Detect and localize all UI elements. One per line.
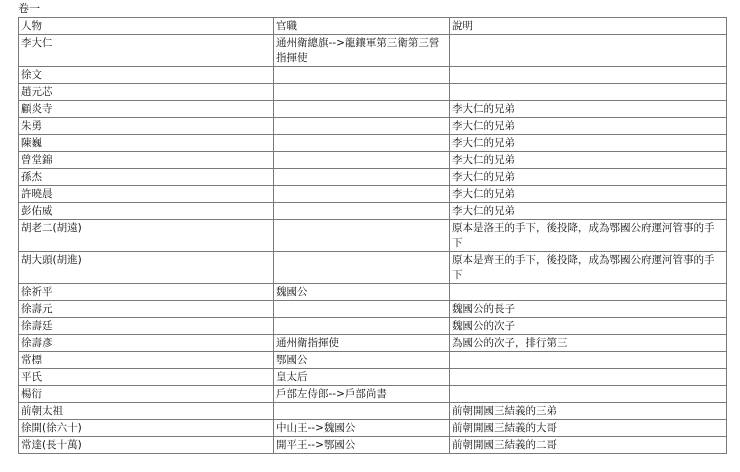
header-character: 人物 [19, 18, 274, 35]
cell-official-title: 通州衛指揮使 [274, 335, 450, 352]
cell-character: 曾堂錦 [19, 152, 274, 169]
cell-official-title: 通州衛總旗-->龍鑲軍第三衛第三營指揮使 [274, 35, 450, 67]
cell-official-title: 鄂國公 [274, 352, 450, 369]
cell-description: 李大仁的兄弟 [450, 152, 727, 169]
document-caption: 卷一 [18, 2, 40, 15]
table-row [19, 352, 727, 369]
cell-official-title: 皇太后 [274, 369, 450, 386]
cell-character: 朱勇 [19, 118, 274, 135]
table-row [19, 301, 727, 318]
cell-official-title [274, 152, 450, 169]
cell-description [450, 386, 727, 403]
cell-description: 李大仁的兄弟 [450, 203, 727, 220]
cell-character: 徐壽彥 [19, 335, 274, 352]
cell-official-title [274, 318, 450, 335]
cell-character: 徐開(徐六十) [19, 420, 274, 437]
cell-character: 常標 [19, 352, 274, 369]
cell-official-title [274, 403, 450, 420]
cell-description: 前朝開國三結義的二哥 [450, 437, 727, 454]
cell-description: 魏國公的次子 [450, 318, 727, 335]
table-row [19, 252, 727, 284]
cell-official-title [274, 203, 450, 220]
cell-official-title [274, 186, 450, 203]
table-row [19, 203, 727, 220]
cell-official-title [274, 67, 450, 84]
table-row [19, 101, 727, 118]
cell-official-title [274, 118, 450, 135]
table-row [19, 318, 727, 335]
cell-character: 顧炎寺 [19, 101, 274, 118]
cell-official-title [274, 84, 450, 101]
table-row [19, 67, 727, 84]
header-official-title: 官職 [274, 18, 450, 35]
cell-official-title [274, 301, 450, 318]
cell-description: 李大仁的兄弟 [450, 135, 727, 152]
cell-character: 許曉晨 [19, 186, 274, 203]
cell-official-title [274, 220, 450, 252]
cell-description: 魏國公的長子 [450, 301, 727, 318]
cell-official-title [274, 101, 450, 118]
cell-character: 徐壽廷 [19, 318, 274, 335]
cell-description: 前朝開國三結義的大哥 [450, 420, 727, 437]
table-row [19, 369, 727, 386]
cell-official-title: 戶部左侍郎-->戶部尚書 [274, 386, 450, 403]
cell-description [450, 67, 727, 84]
cell-character: 常達(長十萬) [19, 437, 274, 454]
cell-character: 李大仁 [19, 35, 274, 67]
character-table [18, 17, 727, 454]
cell-character: 胡老二(胡遠) [19, 220, 274, 252]
cell-character: 徐文 [19, 67, 274, 84]
cell-description [450, 369, 727, 386]
cell-official-title [274, 252, 450, 284]
table-row [19, 220, 727, 252]
cell-description [450, 352, 727, 369]
cell-description: 前朝開國三結義的三弟 [450, 403, 727, 420]
cell-official-title: 魏國公 [274, 284, 450, 301]
cell-character: 孫杰 [19, 169, 274, 186]
table-row [19, 420, 727, 437]
table-header-row [19, 18, 727, 35]
table-row [19, 437, 727, 454]
table-row [19, 118, 727, 135]
cell-description: 原本是洛王的手下，後投降，成為鄂國公府運河管事的手下 [450, 220, 727, 252]
cell-description: 李大仁的兄弟 [450, 118, 727, 135]
cell-character: 趙元芯 [19, 84, 274, 101]
cell-description: 李大仁的兄弟 [450, 186, 727, 203]
cell-character: 陳巍 [19, 135, 274, 152]
cell-official-title: 開平王-->鄂國公 [274, 437, 450, 454]
cell-description [450, 35, 727, 67]
cell-description: 原本是齊王的手下，後投降，成為鄂國公府運河管事的手下 [450, 252, 727, 284]
header-description: 說明 [450, 18, 727, 35]
table-row [19, 35, 727, 67]
cell-official-title [274, 169, 450, 186]
table-row [19, 284, 727, 301]
table-row [19, 186, 727, 203]
table-row [19, 403, 727, 420]
cell-character: 徐壽元 [19, 301, 274, 318]
cell-character: 胡大頭(胡進) [19, 252, 274, 284]
table-row [19, 335, 727, 352]
cell-description: 為國公的次子，排行第三 [450, 335, 727, 352]
cell-character: 平氏 [19, 369, 274, 386]
table-row [19, 135, 727, 152]
cell-official-title [274, 135, 450, 152]
cell-character: 楊衍 [19, 386, 274, 403]
cell-character: 徐祈平 [19, 284, 274, 301]
cell-description: 李大仁的兄弟 [450, 169, 727, 186]
table-row [19, 152, 727, 169]
table-row [19, 169, 727, 186]
cell-character: 彭佑威 [19, 203, 274, 220]
table-row [19, 386, 727, 403]
cell-character: 前朝太祖 [19, 403, 274, 420]
cell-description [450, 284, 727, 301]
table-row [19, 84, 727, 101]
cell-official-title: 中山王-->魏國公 [274, 420, 450, 437]
cell-description [450, 84, 727, 101]
cell-description: 李大仁的兄弟 [450, 101, 727, 118]
